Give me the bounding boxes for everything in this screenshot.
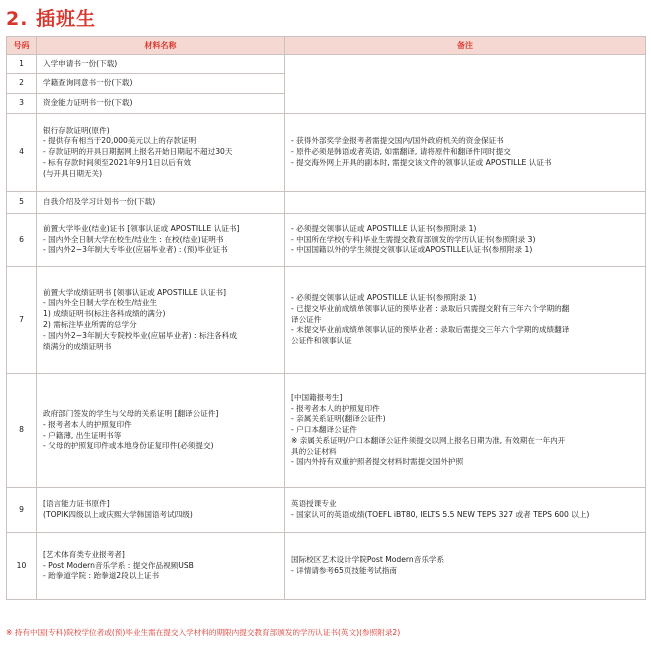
remarks-cell [285,374,646,488]
remark-line: - 详情请参考65页技能考试指南 [291,566,397,575]
material-line: 自我介绍及学习计划书一份(下载) [43,197,156,207]
material-line: - 国内外2~3年制大专院校毕业(应届毕业者) : 标注各科成 [43,330,237,340]
remark-line: - 提交海外网上开具的副本时, 需提交该文件的领事认证或 APOSTILLE 认证书 [291,157,552,167]
header-remarks: 备注 [285,37,646,55]
remark-line: - 未提交毕业前成绩单领事认证的预毕业者 : 录取后需提交三年六个学期的成绩翻译 [291,325,570,335]
table-row [7,114,646,192]
material-line: - 户籍薄, 出生证明书等 [43,430,122,440]
remark-line: [中国籍报考生] [291,392,343,402]
row-number: 4 [7,114,37,192]
material-line: - 跆拳道学院 : 跆拳道2段以上证书 [43,571,160,581]
material-line: - 标有存款时间须至2021年9月1日以后有效 [43,157,192,167]
material-line: 银行存款证明(原件) [43,125,110,135]
remarks-cell [285,267,646,374]
material-name-cell [37,374,285,488]
remarks-cell [285,114,646,192]
document-table [6,36,646,600]
material-line: 前置大学毕业(结业)证书 [领事认证或 APOSTILLE 认证书] [43,223,240,233]
material-line: - Post Modern音乐学系 : 提交作品视频USB [43,560,194,570]
material-line: 1) 成绩证明书(标注各科成绩的满分) [43,309,166,319]
material-line: 政府部门签发的学生与父母的关系证明 [翻译公证件] [43,408,219,418]
material-name-cell [37,267,285,374]
table-row [7,55,646,74]
remark-line: - 获得外部奖学金报考者需提交国内/国外政府机关的资金保证书 [291,136,504,146]
header-number: 号码 [7,37,37,55]
header-material-name: 材料名称 [37,37,285,55]
remark-line: 公证件和领事认证 [291,336,352,346]
material-line: - 父母的护照复印件或本地身份证复印件(必须提交) [43,441,214,451]
remark-line: 译公证件 [291,314,322,324]
material-name-cell [37,214,285,267]
material-line: - 提供存有相当于20,000美元以上的存款证明 [43,136,197,146]
material-line: - 国内外全日制大学在校生/结业生 : 在校(结业)证明书 [43,234,224,244]
section-title: 2. 插班生 [6,8,97,30]
remark-line: - 已提交毕业前成绩单领事认证的预毕业者 : 录取后只需提交附有三年六个学期的翻 [291,303,570,313]
material-line: - 存款证明的开具日期据网上报名开始日期起不超过30天 [43,147,233,157]
material-name-cell [37,94,285,114]
material-line: [语言能力证书原件] [43,499,110,509]
table-row [7,533,646,600]
remark-line: - 亲属关系证明(翻译公证件) [291,414,386,424]
remark-line: - 中国国籍以外的学生须提交领事认证或APOSTILLE认证书(参照附录 1) [291,245,533,255]
material-line: - 报考者本人的护照复印件 [43,419,132,429]
material-line: 前置大学成绩证明书 [领事认证或 APOSTILLE 认证书] [43,287,226,297]
table-row [7,192,646,214]
table-row [7,267,646,374]
row-number: 6 [7,214,37,267]
remarks-cell [285,533,646,600]
remark-line: - 国家认可的英语成绩(TOEFL iBT80, IELTS 5.5 NEW TEPS 327 或者 TEPS 600 以上) [291,510,590,519]
material-line: 资金能力证明书一份(下载) [43,98,133,108]
remarks-cell [285,55,646,114]
row-number: 8 [7,374,37,488]
material-name-cell [37,533,285,600]
table-row [7,214,646,267]
footnote: ※ 持有中国(专科)院校学位者或(预)毕业生需在提交入学材料的期限内提交教育部颁发的学历认证书(英文)(参照附录2) [6,628,401,637]
remarks-cell [285,192,646,214]
remark-line: ※ 亲属关系证明/户口本翻译公证件须提交以网上报名日期为准, 有效期在一年内开 [291,435,566,445]
material-name-cell [37,55,285,74]
row-number: 2 [7,74,37,94]
remark-line: - 必须提交领事认证或 APOSTILLE 认证书(参照附录 1) [291,293,477,303]
row-number: 7 [7,267,37,374]
material-line: 绩满分的成绩证明书 [43,341,112,351]
material-name-cell [37,488,285,533]
remark-line: - 原件必须是韩语或者英语, 如需翻译, 请将原件和翻译件同时提交 [291,147,511,157]
material-name-cell [37,114,285,192]
material-line: (TOPIK四级以上或庆熙大学韩国语考试四级) [43,510,193,519]
material-name-cell [37,192,285,214]
material-line: [艺术体育类专业报考者] [43,549,125,559]
remarks-cell [285,214,646,267]
material-line: (与开具日期无关) [43,168,103,178]
row-number: 3 [7,94,37,114]
material-line: - 国内外全日制大学在校生/结业生 [43,298,158,308]
remarks-cell [285,488,646,533]
remark-line: 具的公证材料 [291,446,337,456]
remark-line: - 必须提交领事认证或 APOSTILLE 认证书(参照附录 1) [291,223,477,233]
row-number: 5 [7,192,37,214]
row-number: 1 [7,55,37,74]
material-line: 学籍查询同意书一份(下载) [43,78,133,88]
material-line: - 国内外2~3年制大专毕业(应届毕业者) : (预)毕业证书 [43,245,228,255]
material-line: 2) 需标注毕业所需的总学分 [43,320,137,329]
remark-line: - 户口本翻译公证件 [291,425,357,435]
remark-line: - 国内外持有双重护照者提交材料时需提交国外护照 [291,457,464,467]
remark-line: - 中国所在学校(专科)毕业生需提交教育部颁发的学历认证书(参照附录 3) [291,234,536,244]
remark-line: 国际校区艺术设计学院Post Modern音乐学系 [291,555,445,565]
material-line: 入学申请书一份(下载) [43,58,118,68]
material-name-cell [37,74,285,94]
remark-line: 英语授课专业 [291,499,337,509]
remark-line: - 报考者本人的护照复印件 [291,403,380,413]
table-row [7,374,646,488]
row-number: 10 [7,533,37,600]
row-number: 9 [7,488,37,533]
table-header-row [7,37,646,55]
table-row [7,488,646,533]
